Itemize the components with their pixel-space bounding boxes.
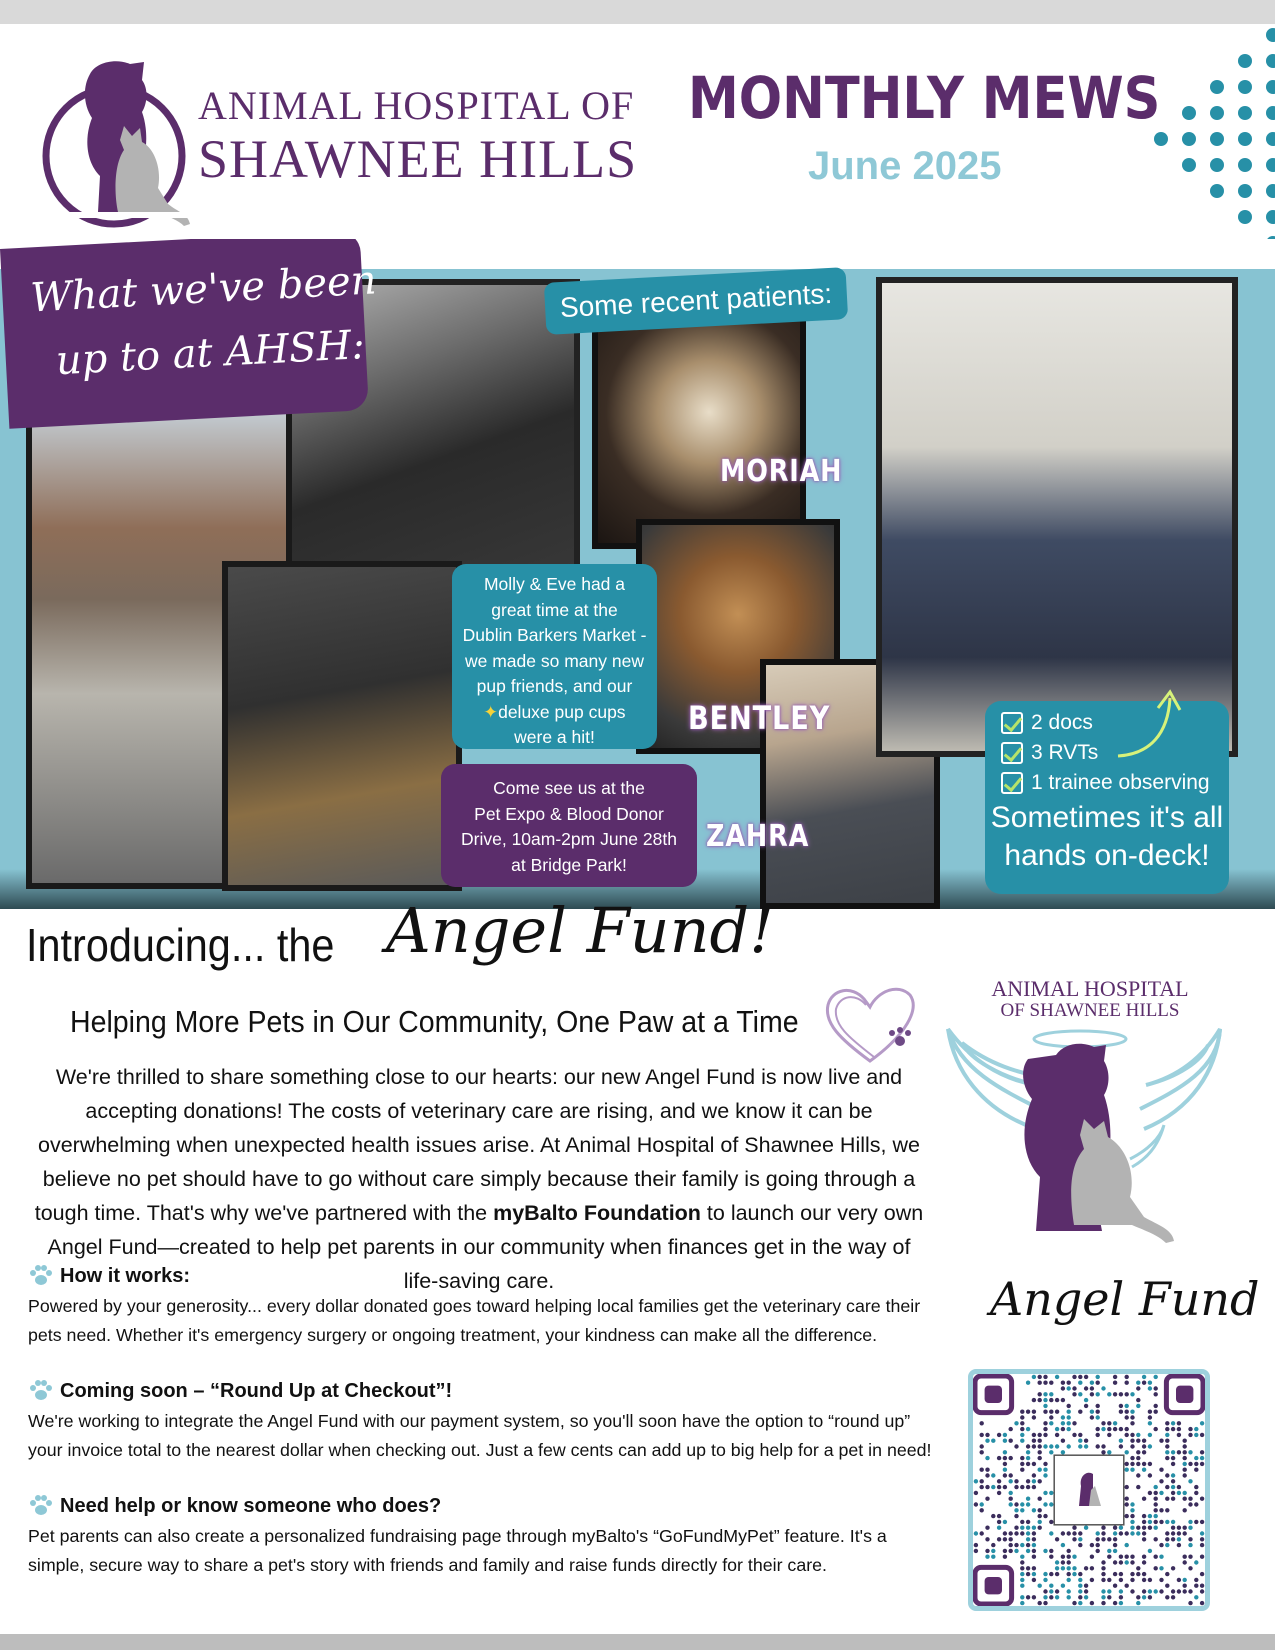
dot <box>1210 132 1224 146</box>
dot <box>1266 54 1275 68</box>
dot <box>1238 184 1252 198</box>
dot <box>1210 184 1224 198</box>
team-item: 1 trainee observing <box>1001 771 1210 795</box>
issue-date: June 2025 <box>808 144 1002 188</box>
mybalto-foundation-text: myBalto Foundation <box>493 1201 701 1225</box>
angel-logo-line2: OF SHAWNEE HILLS <box>1000 1000 1180 1021</box>
angel-fund-description: We're thrilled to share something close to our hearts: our new Angel Fund is now live and accepting donations! The costs of veterinary care are rising, and we know it can be overwhelming when unexpected health issues arise. At Animal Hospital of Shawnee Hills, we believe no pet should have to go without care simply because their family is going through a tough time. That's why we've partnered with the myBalto Foundation to launch our very own Angel Fund—created to help pet parents in our community when finances get in the way of life-saving care. <box>34 1065 924 1293</box>
qr-code-icon[interactable] <box>968 1369 1210 1611</box>
recent-patients-label: Some recent patients: <box>544 267 848 335</box>
collage-title-line2: up to at AHSH: <box>54 322 366 385</box>
hospital-name-line2: SHAWNEE HILLS <box>198 129 638 189</box>
collage-title-box <box>0 239 378 429</box>
angel-fund-intro: Introducing... the <box>26 919 335 971</box>
dot <box>1210 158 1224 172</box>
dot <box>1182 106 1196 120</box>
angel-logo-line1: ANIMAL HOSPITAL <box>991 976 1189 1001</box>
dot <box>1266 106 1275 120</box>
team-tagline-line1: Sometimes it's all <box>990 801 1224 834</box>
dot <box>1238 132 1252 146</box>
need-help-section: Need help or know someone who does? Pet parents can also create a personalized fundraising page through myBalto's “GoFundMyPet” feature. It's a simple, secure way to share a pet's story with friends and family and raise funds directly for their care. <box>28 1494 887 1575</box>
activity-collage <box>0 239 1275 909</box>
paw-icon <box>28 1264 54 1288</box>
pet-name-moriah: MORIAH <box>720 454 843 489</box>
pet-name-bentley: BENTLEY <box>688 699 831 737</box>
arrow-icon <box>1110 684 1190 764</box>
dot <box>1238 106 1252 120</box>
paw-icon <box>28 1494 54 1518</box>
round-up-section: Coming soon – “Round Up at Checkout”! We're working to integrate the Angel Fund with our payment system, so you'll soon have the option to “round up” your invoice total to the nearest dollar when checking out. Just a few cents can add up to big help for a pet in need! <box>28 1379 932 1460</box>
team-tagline-line2: hands on-deck! <box>1004 839 1210 872</box>
dot <box>1210 80 1224 94</box>
dog-cat-logo-icon <box>38 44 198 234</box>
dot <box>1266 184 1275 198</box>
dot <box>1266 210 1275 224</box>
check-icon <box>1001 742 1023 764</box>
newsletter-title: MONTHLY MEWS <box>688 64 1161 132</box>
market-photo-golden <box>222 561 462 891</box>
qr-code-graphic <box>973 1374 1205 1606</box>
market-bubble: Molly & Eve had a great time at the Dublin Barkers Market - we made so many new pup friends, and our ✦deluxe pup cups were a hit! <box>452 564 657 749</box>
collage-title-line1: What we've been <box>29 257 378 322</box>
dot <box>1238 210 1252 224</box>
team-box <box>985 701 1229 894</box>
check-icon <box>1001 772 1023 794</box>
dot <box>1238 54 1252 68</box>
dot <box>1266 28 1275 42</box>
dot <box>1182 132 1196 146</box>
angel-fund-subtitle: Helping More Pets in Our Community, One Paw at a Time <box>70 1004 799 1039</box>
paw-icon <box>28 1379 54 1403</box>
pet-name-zahra: ZAHRA <box>706 819 810 854</box>
event-bubble: Come see us at the Pet Expo & Blood Donor Drive, 10am-2pm June 28th at Bridge Park! <box>441 764 697 887</box>
how-it-works-section: How it works: Powered by your generosity... every dollar donated goes toward helping local families get the veterinary care their pets need. Whether it's emergency surgery or ongoing treatment, your kindness can make all the difference. <box>28 1264 921 1345</box>
dot <box>1266 158 1275 172</box>
dot-grid-decoration <box>1130 24 1275 264</box>
dot <box>1154 132 1168 146</box>
dot <box>1238 80 1252 94</box>
sparkle-icon: ✦ <box>483 701 499 722</box>
team-item: 2 docs <box>1001 711 1093 735</box>
dot <box>1266 132 1275 146</box>
heart-paw-icon <box>820 979 920 1069</box>
dot <box>1238 158 1252 172</box>
angel-fund-script-title: Angel Fund! <box>386 894 775 967</box>
patient-photo-moriah <box>592 299 806 549</box>
dot <box>1210 106 1224 120</box>
hospital-name-line1: ANIMAL HOSPITAL OF <box>198 83 635 128</box>
dot <box>1266 80 1275 94</box>
page-bottom-bar <box>0 1634 1275 1650</box>
team-item: 3 RVTs <box>1001 741 1098 765</box>
newsletter-page <box>0 24 1275 1634</box>
dot <box>1182 158 1196 172</box>
check-icon <box>1001 712 1023 734</box>
angel-logo-script: Angel Fund <box>990 1272 1260 1326</box>
